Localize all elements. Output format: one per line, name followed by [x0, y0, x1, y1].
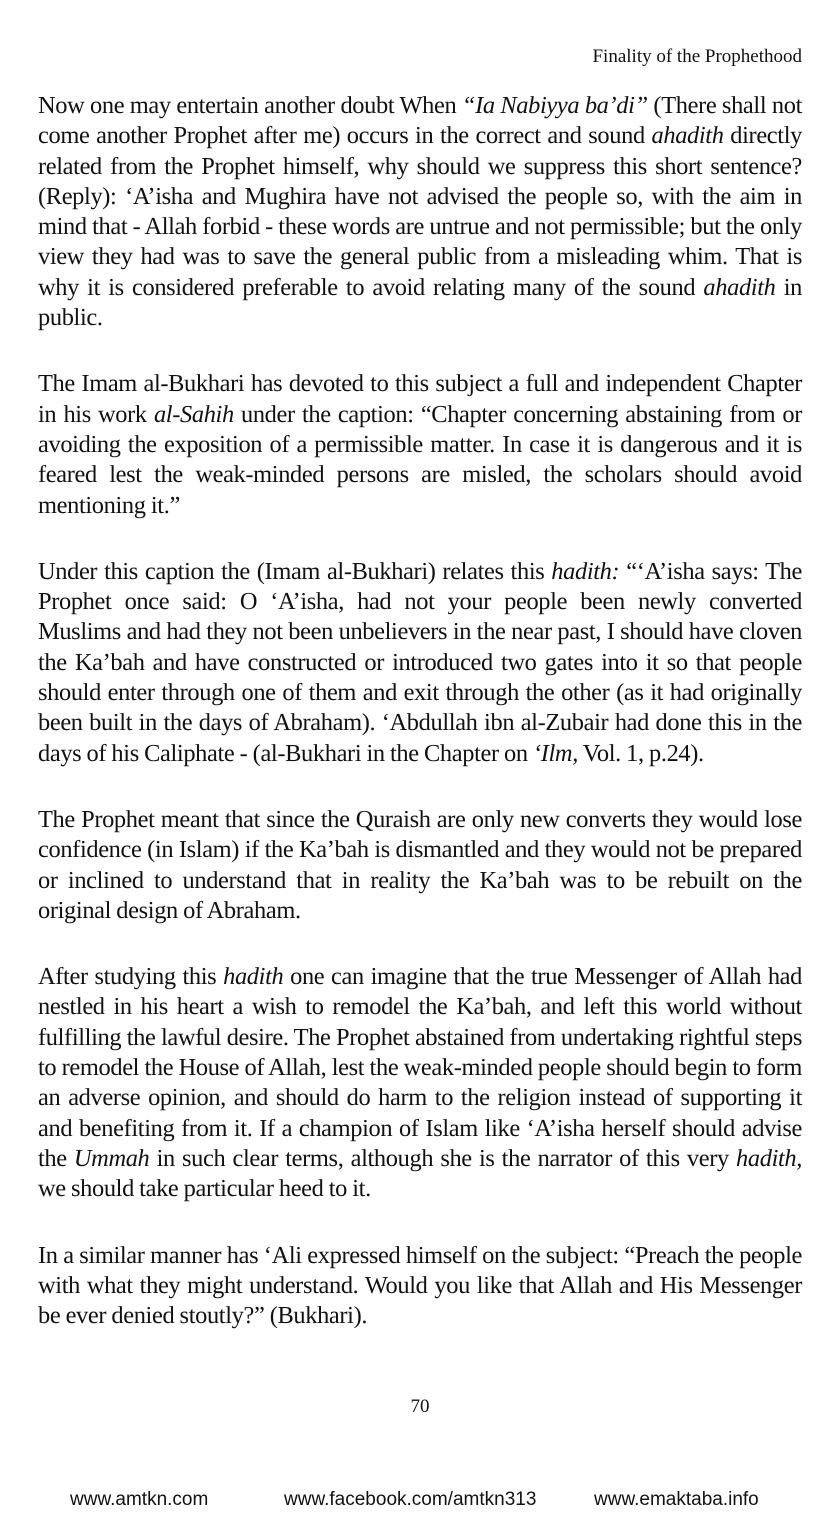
body-text	[38, 91, 802, 1367]
italic-term: ‘Ilm,	[532, 739, 578, 767]
italic-term: Ummah	[73, 1144, 150, 1172]
italic-term: ahadith	[651, 122, 724, 150]
footer-link-amtkn[interactable]: www.amtkn.com	[70, 1489, 209, 1510]
italic-term: hadith	[223, 963, 284, 991]
footer-link-emaktaba[interactable]: www.emaktaba.info	[594, 1489, 759, 1510]
page-number: 70	[410, 1396, 430, 1417]
paragraph: The Prophet meant that since the Quraish are only new converts they would lose confidence (in Islam) if the Ka’bah is dismantled and they would not be prepared or inclined to understand that in reality the Ka’bah was to be rebuilt on the original design of Abraham.	[38, 805, 802, 924]
italic-term: hadith,	[736, 1144, 803, 1172]
footer-link-facebook[interactable]: www.facebook.com/amtkn313	[284, 1489, 537, 1510]
paragraph: In a similar manner has ‘Ali expressed himself on the subject: “Preach the people with what they might understand. Would you like that Allah and His Messenger be ever denied stoutly?” (Bukhari).	[38, 1241, 802, 1330]
footer	[0, 1488, 840, 1512]
italic-term: al-Sahih	[153, 400, 234, 428]
paragraph: Now one may entertain another doubt When “Ia Nabiyya ba’di” (There shall not come another Prophet after me) occurs in the correct and sound ahadith directly related from the Prophet himself, why should we suppress this short sentence? (Reply): ‘A’isha and Mughira have not advised the people so, with the aim in mind that - Allah forbid - these words are untrue and not permissible; but the only view they had was to save the general public from a misleading whim. That is why it is considered preferable to avoid relating many of the sound ahadith in public.	[38, 92, 802, 332]
italic-term: hadith:	[551, 557, 620, 585]
italic-term: ahadith	[703, 273, 776, 301]
paragraph: After studying this hadith one can imagine that the true Messenger of Allah had nestled in his heart a wish to remodel the Ka’bah, and left this world without fulfilling the lawful desire. The Prophet abstained from undertaking rightful steps to remodel the House of Allah, lest the weak-minded people should begin to form an adverse opinion, and should do harm to the religion instead of supporting it and benefiting from it. If a champion of Islam like ‘A’isha herself should advise the Ummah in such clear terms, although she is the narrator of this very hadith, we should take particular heed to it.	[38, 963, 803, 1203]
paragraph: The Imam al-Bukhari has devoted to this subject a full and independent Chapter in his work al-Sahih under the caption: “Chapter concerning abstaining from or avoiding the exposition of a permissible matter. In case it is dangerous and it is feared lest the weak-minded persons are misled, the scholars should avoid mentioning it.”	[38, 370, 802, 519]
running-header: Finality of the Prophethood	[592, 46, 802, 67]
italic-term: “Ia Nabiyya ba’di”	[461, 92, 648, 119]
paragraph: Under this caption the (Imam al-Bukhari) relates this hadith: “‘A’isha says: The Prophet once said: O ‘A’isha, had not your people been newly converted Muslims and had they not been unbelievers in the near past, I should have cloven the Ka’bah and have constructed or introduced two gates into it so that people should enter through one of them and exit through the other (as it had originally been built in the days of Abraham). ‘Abdullah ibn al-Zubair had done this in the days of his Caliphate - (al-Bukhari in the Chapter on ‘Ilm, Vol. 1, p.24).	[38, 557, 802, 767]
